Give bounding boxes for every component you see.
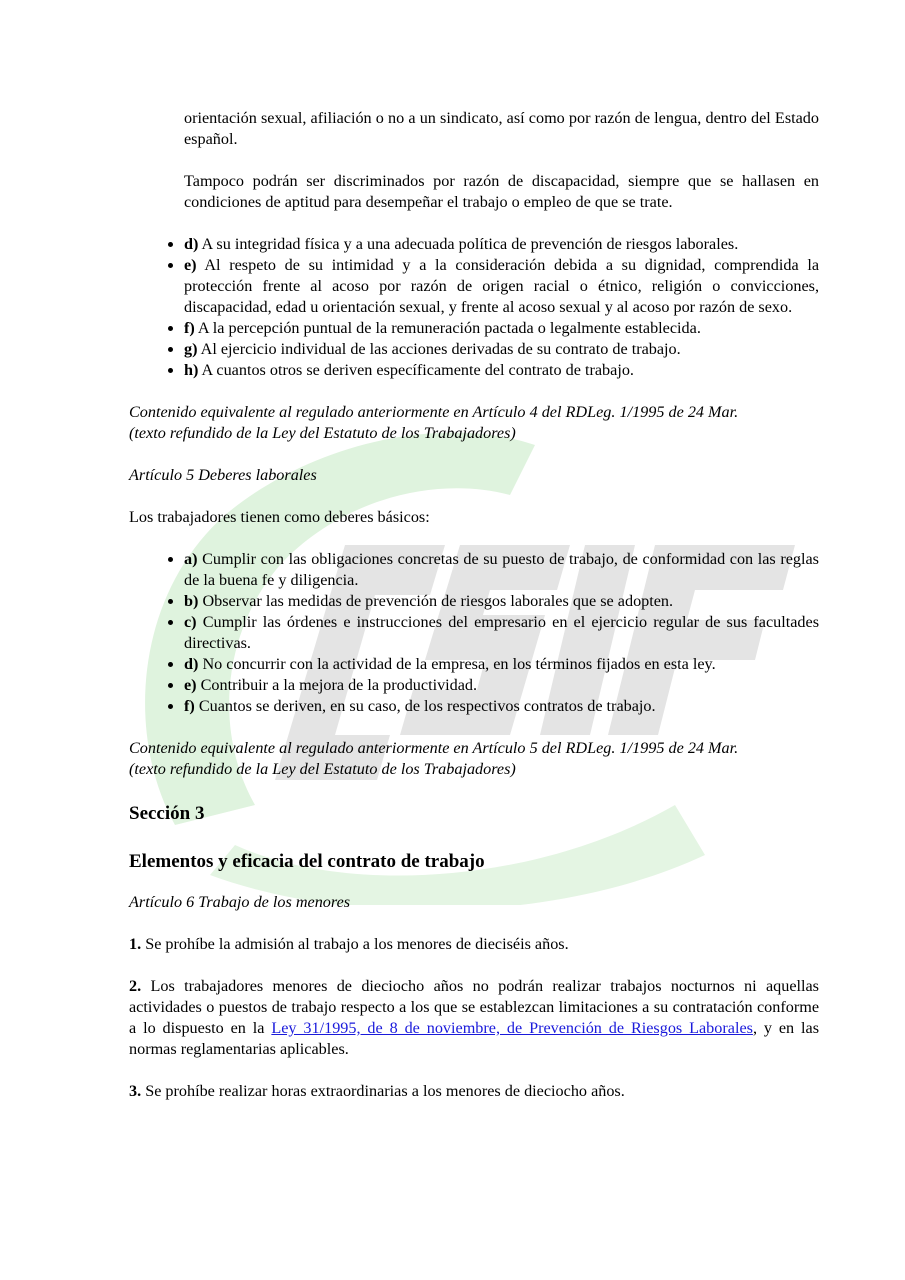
article-intro: Los trabajadores tienen como deberes básicos:	[129, 508, 430, 526]
list-item: • e) Al respeto de su intimidad y a la consideración debida a su dignidad, comprendida la protección frente al acoso por razón de origen racial o étnico, religión o convicciones, discapacidad, edad u orientación sexual, y frente al acoso sexual y al acoso por razón de sexo.	[184, 255, 819, 318]
section-heading: Sección 3	[129, 803, 205, 824]
equivalence-note: Contenido equivalente al regulado anteriormente en Artículo 4 del RDLeg. 1/1995 de 24 Mar. (texto refundido de la Ley del Estatuto de los Trabajadores)	[129, 403, 739, 442]
article-paragraph: 3. Se prohíbe realizar horas extraordinarias a los menores de dieciocho años.	[129, 1082, 625, 1100]
list-item: • g) Al ejercicio individual de las acciones derivadas de su contrato de trabajo.	[184, 339, 819, 360]
document-content	[129, 108, 819, 1102]
list-item: • a) Cumplir con las obligaciones concretas de su puesto de trabajo, de conformidad con las reglas de la buena fe y diligencia.	[184, 549, 819, 591]
law-link[interactable]: Ley 31/1995, de 8 de noviembre, de Prevención de Riesgos Laborales	[271, 1019, 753, 1037]
list-item: • c) Cumplir las órdenes e instrucciones del empresario en el ejercicio regular de sus facultades directivas.	[184, 612, 819, 654]
list-item: • e) Contribuir a la mejora de la productividad.	[184, 675, 819, 696]
duties-list	[129, 549, 819, 717]
list-item: • f) Cuantos se deriven, en su caso, de los respectivos contratos de trabajo.	[184, 696, 819, 717]
list-item: • d) A su integridad física y a una adecuada política de prevención de riesgos laborales.	[184, 234, 819, 255]
list-item: • b) Observar las medidas de prevención de riesgos laborales que se adopten.	[184, 591, 819, 612]
equivalence-note: Contenido equivalente al regulado anteriormente en Artículo 5 del RDLeg. 1/1995 de 24 Mar. (texto refundido de la Ley del Estatuto de los Trabajadores)	[129, 739, 739, 778]
article-title: Artículo 5 Deberes laborales	[129, 466, 317, 484]
rights-list	[129, 234, 819, 381]
intro-paragraph: orientación sexual, afiliación o no a un sindicato, así como por razón de lengua, dentro del Estado español.	[184, 109, 819, 148]
article-title: Artículo 6 Trabajo de los menores	[129, 893, 351, 911]
article-paragraph: 2. Los trabajadores menores de dieciocho años no podrán realizar trabajos nocturnos ni aquellas actividades o puestos de trabajo respecto a los que se establezcan limitaciones a su contratación conforme a lo dispuesto en la Ley 31/1995, de 8 de noviembre, de Prevención de Riesgos Laborales, y en las normas reglamentarias aplicables.	[129, 977, 820, 1058]
list-item: • h) A cuantos otros se deriven específicamente del contrato de trabajo.	[184, 360, 819, 381]
list-item: • d) No concurrir con la actividad de la empresa, en los términos fijados en esta ley.	[184, 654, 819, 675]
list-item: • f) A la percepción puntual de la remuneración pactada o legalmente establecida.	[184, 318, 819, 339]
intro-paragraph: Tampoco podrán ser discriminados por razón de discapacidad, siempre que se hallasen en condiciones de aptitud para desempeñar el trabajo o empleo de que se trate.	[184, 172, 819, 211]
section-subheading: Elementos y eficacia del contrato de trabajo	[129, 851, 485, 872]
article-paragraph: 1. Se prohíbe la admisión al trabajo a los menores de dieciséis años.	[129, 935, 569, 953]
